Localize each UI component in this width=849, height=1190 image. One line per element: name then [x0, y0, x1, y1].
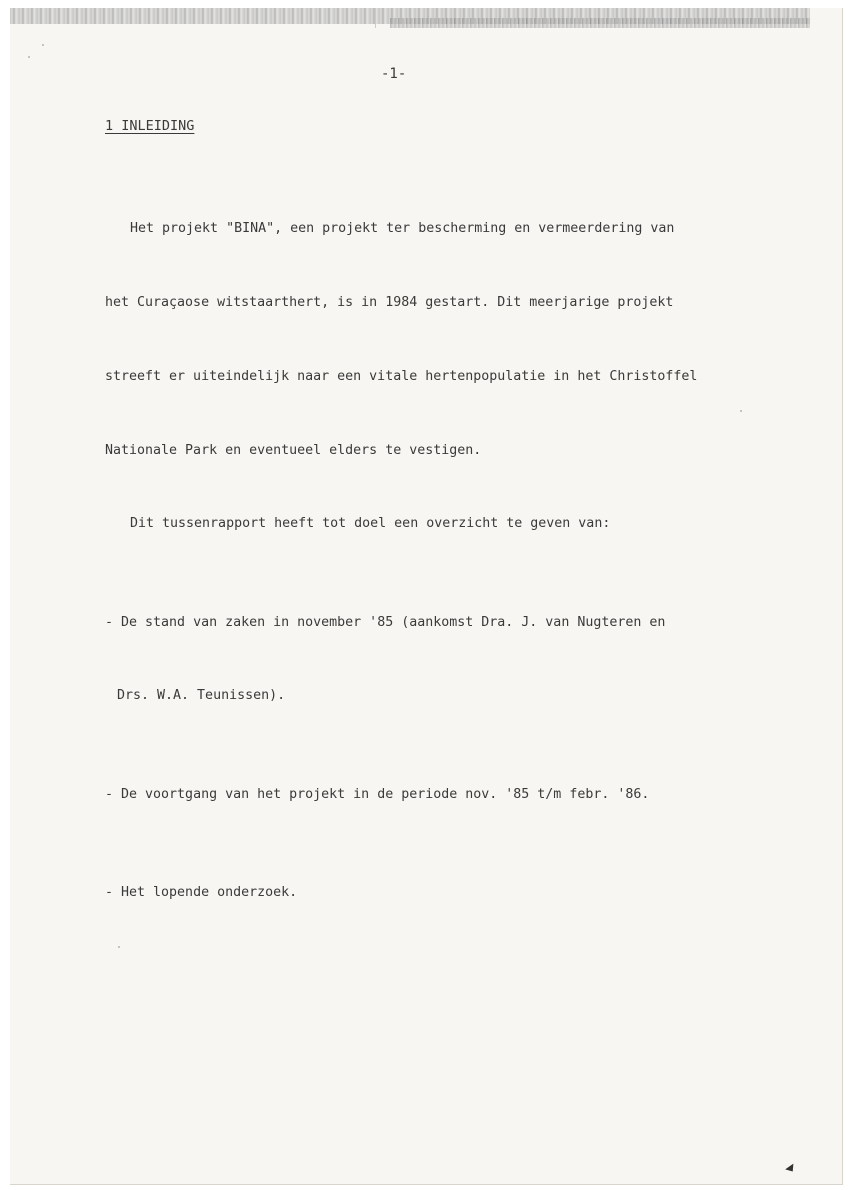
paper-fold-line	[375, 8, 376, 28]
bullet-dash: -	[105, 614, 122, 630]
section-heading: 1 INLEIDING	[105, 118, 195, 134]
list-item-continuation: Drs. W.A. Teunissen).	[117, 688, 286, 704]
paragraph-line: Nationale Park en eventueel elders te vestigen.	[105, 442, 482, 458]
list-item	[105, 881, 805, 906]
page-number: -1-	[381, 66, 407, 82]
paper-speck	[118, 946, 120, 948]
list-item-text: De voortgang van het projekt in de periode nov. '85 t/m febr. '86.	[121, 786, 650, 802]
list-item	[105, 611, 805, 636]
bullet-dash: -	[105, 885, 122, 901]
list-item-text: Het lopende onderzoek.	[121, 885, 298, 901]
paper-speck	[42, 44, 44, 46]
document-body	[105, 168, 805, 930]
bullet-dash: -	[105, 786, 122, 802]
paragraph-line: het Curaçaose witstaarthert, is in 1984 gestart. Dit meerjarige projekt	[105, 294, 674, 310]
paper-speck	[740, 410, 742, 412]
paper-speck	[28, 56, 30, 58]
scan-artifact-strip	[390, 18, 810, 28]
paragraph-line: Dit tussenrapport heeft tot doel een overzicht te geven van:	[130, 516, 611, 532]
paragraph-line: streeft er uiteindelijk naar een vitale hertenpopulatie in het Christoffel	[105, 368, 698, 384]
paragraph-line: Het projekt "BINA", een projekt ter bescherming en vermeerdering van	[130, 221, 675, 237]
list-item	[105, 783, 805, 808]
list-item-text: De stand van zaken in november '85 (aankomst Dra. J. van Nugteren en	[121, 614, 666, 630]
